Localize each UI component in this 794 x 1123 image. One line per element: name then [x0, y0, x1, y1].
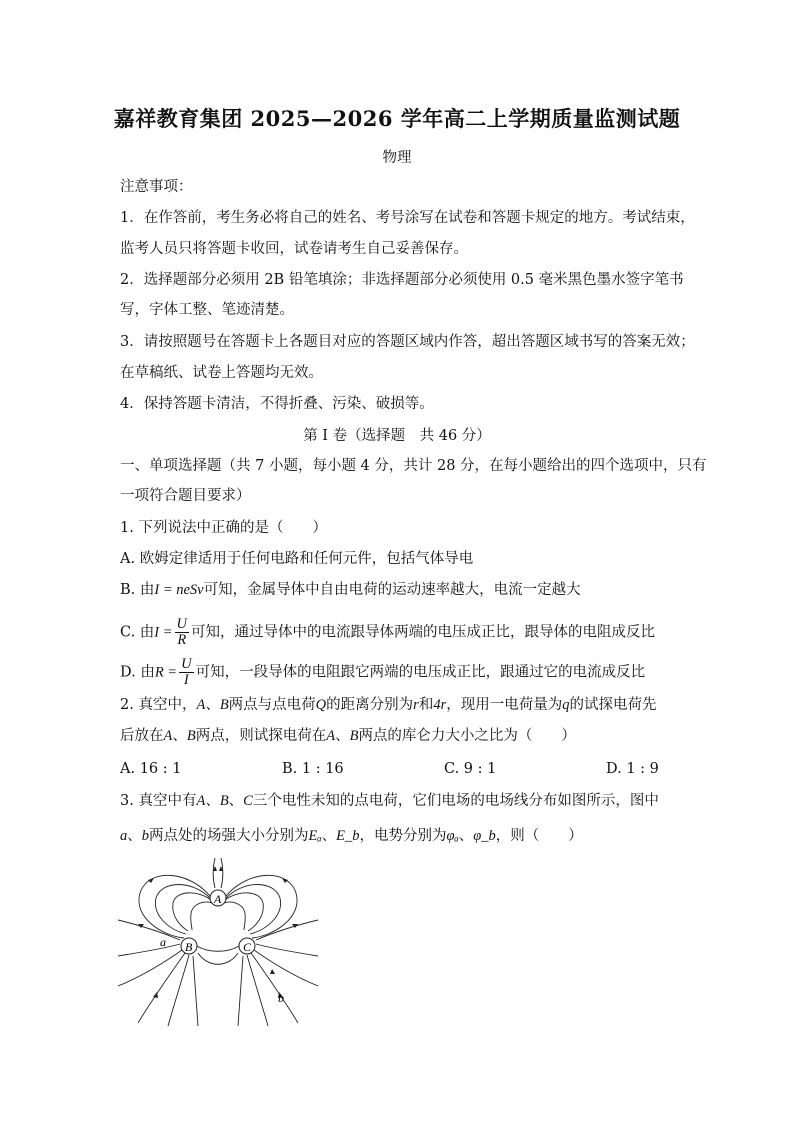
q3-text: ，电势分别为: [359, 828, 447, 844]
q2-text: 的距离分别为: [326, 697, 414, 713]
field-line: [118, 944, 180, 956]
field-line: [198, 953, 238, 964]
charges: [160, 890, 284, 1005]
q2-text: 的试探电荷先: [569, 697, 657, 713]
var-Eb: E_b: [336, 828, 360, 844]
arrow-mark: [148, 878, 154, 883]
var-phi-a: φₐ: [446, 828, 459, 844]
q1-option-b: [120, 580, 581, 600]
q1-option-a: A. 欧姆定律适用于任何电路和任何元件，包括气体导电: [120, 551, 474, 567]
q1-d-denominator: I: [183, 672, 189, 688]
q1-d-lhs: R =: [154, 664, 178, 681]
q3-stem-line2: [120, 826, 583, 846]
q1-d-prefix: D. 由: [120, 664, 155, 681]
q3-sep: 、: [321, 828, 337, 844]
subject-name: 物理: [382, 150, 412, 166]
notice-line: 3．请按照题号在答题卡上各题目对应的答题区域内作答，超出答题区域书写的答案无效；: [120, 334, 695, 350]
q2-sep: 、: [172, 728, 187, 744]
q2-stem-line2: [120, 726, 576, 746]
section-instruction: 一项符合题目要求）: [120, 488, 251, 504]
field-line: [118, 920, 180, 940]
notice-line: 监考人员只将答题卡收回，试卷请考生自己妥善保存。: [120, 241, 468, 257]
var-B: B: [219, 793, 229, 809]
q1-option-d: [120, 657, 645, 688]
arrow-mark: [138, 924, 144, 928]
q3-sep: 、: [127, 828, 142, 844]
q2-text: ，现用一电荷量为: [446, 697, 563, 713]
notice-line: 在草稿纸、试卷上答题均无效。: [120, 365, 323, 381]
var-a: a: [120, 828, 128, 844]
field-line: [213, 858, 215, 888]
var-A: A: [196, 697, 206, 713]
field-line: [197, 946, 239, 951]
field-line: [193, 956, 198, 1026]
q1-c-prefix: C. 由: [120, 624, 155, 641]
q3-text: 3. 真空中有: [120, 793, 197, 809]
q1-c-fraction: [175, 617, 189, 648]
var-A: A: [196, 793, 206, 809]
exam-title: 嘉祥教育集团 2025—2026 学年高二上学期质量监测试题: [113, 106, 681, 131]
field-line: [256, 944, 318, 956]
var-B: B: [349, 728, 359, 744]
notice-line: 写，字体工整、笔迹清楚。: [120, 302, 294, 318]
q1-c-numerator: U: [176, 616, 188, 632]
field-line-figure: [118, 858, 318, 1028]
q2-text: 2. 真空中，: [120, 697, 197, 713]
var-4r: 4r: [433, 697, 447, 713]
q1-stem: 1. 下列说法中正确的是（ ）: [120, 520, 327, 536]
field-line: [168, 955, 189, 1026]
q1-d-numerator: U: [181, 656, 192, 672]
q3-stem-line1: [120, 791, 659, 811]
field-line: [254, 950, 318, 986]
q2-option-b: B. 1 : 16: [282, 761, 344, 777]
var-A: A: [163, 728, 173, 744]
q2-text: 和: [418, 697, 434, 713]
label-b: b: [278, 991, 284, 1005]
q1-c-text: 可知，通过导体中的电流跟导体两端的电压成正比，跟导体的电阻成反比: [191, 624, 656, 641]
q1-d-text: 可知，一段导体的电阻跟它两端的电压成正比，跟通过它的电流成反比: [195, 664, 646, 681]
q1-d-fraction: [179, 657, 193, 688]
q3-sep: 、: [205, 793, 220, 809]
var-C: C: [243, 793, 253, 809]
q3-sep: 、: [458, 828, 474, 844]
var-B: B: [186, 728, 196, 744]
label-B: B: [185, 940, 193, 954]
var-r: r: [413, 697, 419, 713]
q2-stem-line1: [120, 695, 656, 715]
notice-heading: 注意事项：: [120, 179, 193, 195]
field-line: [256, 920, 318, 940]
q2-option-d: D. 1 : 9: [606, 761, 659, 777]
q1-c-denominator: R: [177, 632, 187, 648]
var-A: A: [326, 728, 336, 744]
q2-sep: 、: [205, 697, 220, 713]
field-lines: [118, 858, 318, 1026]
notice-line: 4．保持答题卡清洁，不得折叠、污染、破损等。: [120, 396, 434, 412]
q2-sep: 、: [335, 728, 350, 744]
q3-text: ，则（ ）: [495, 828, 583, 844]
label-a: a: [160, 935, 166, 949]
q1-c-lhs: I =: [154, 624, 173, 641]
notice-line: 1．在作答前，考生务必将自己的姓名、考号涂写在试卷和答题卡规定的地方。考试结束，: [120, 210, 695, 226]
field-arrows: [138, 866, 298, 998]
field-line: [221, 858, 223, 888]
q2-text: 两点，则试探电荷在: [195, 728, 327, 744]
var-B: B: [219, 697, 229, 713]
q2-option-c: C. 9 : 1: [444, 761, 497, 777]
field-line: [224, 902, 245, 930]
q2-option-a: A. 16 : 1: [120, 761, 182, 777]
arrow-mark: [270, 969, 275, 974]
field-line: [118, 950, 182, 986]
q1-b-text: 可知，金属导体中自由电荷的运动速率越大，电流一定越大: [203, 582, 581, 598]
q3-sep: 、: [228, 793, 244, 809]
q1-option-c: [120, 617, 655, 648]
var-Ea: Eₐ: [308, 828, 322, 844]
label-C: C: [243, 940, 252, 954]
field-line: [247, 955, 268, 1026]
arrow-mark: [282, 878, 288, 883]
section-instruction: 一、单项选择题（共 7 小题，每小题 4 分，共计 28 分，在每小题给出的四个选项中，只有: [120, 458, 707, 474]
var-Q: Q: [315, 697, 327, 713]
q1-b-prefix: B. 由: [120, 582, 155, 598]
part1-heading: 第 I 卷（选择题 共 46 分）: [303, 428, 491, 444]
q2-text: 两点的库仑力大小之比为（ ）: [358, 728, 576, 744]
q2-text: 两点与点电荷: [228, 697, 316, 713]
label-A: A: [214, 892, 222, 906]
var-phi-b: φ_b: [473, 828, 496, 844]
q3-text: 两点处的场强大小分别为: [149, 828, 309, 844]
arrow-mark: [292, 924, 298, 928]
var-q: q: [562, 697, 570, 713]
field-line: [191, 902, 212, 930]
q1-b-formula: I = neSv: [154, 582, 204, 598]
var-b: b: [141, 828, 149, 844]
notice-line: 2．选择题部分必须用 2B 铅笔填涂；非选择题部分必须使用 0.5 毫米黑色墨水签字笔书: [120, 272, 684, 288]
field-line: [238, 956, 243, 1026]
q3-text: 三个电性未知的点电荷，它们电场的电场线分布如图所示，图中: [252, 793, 659, 809]
q2-text: 后放在: [120, 728, 164, 744]
